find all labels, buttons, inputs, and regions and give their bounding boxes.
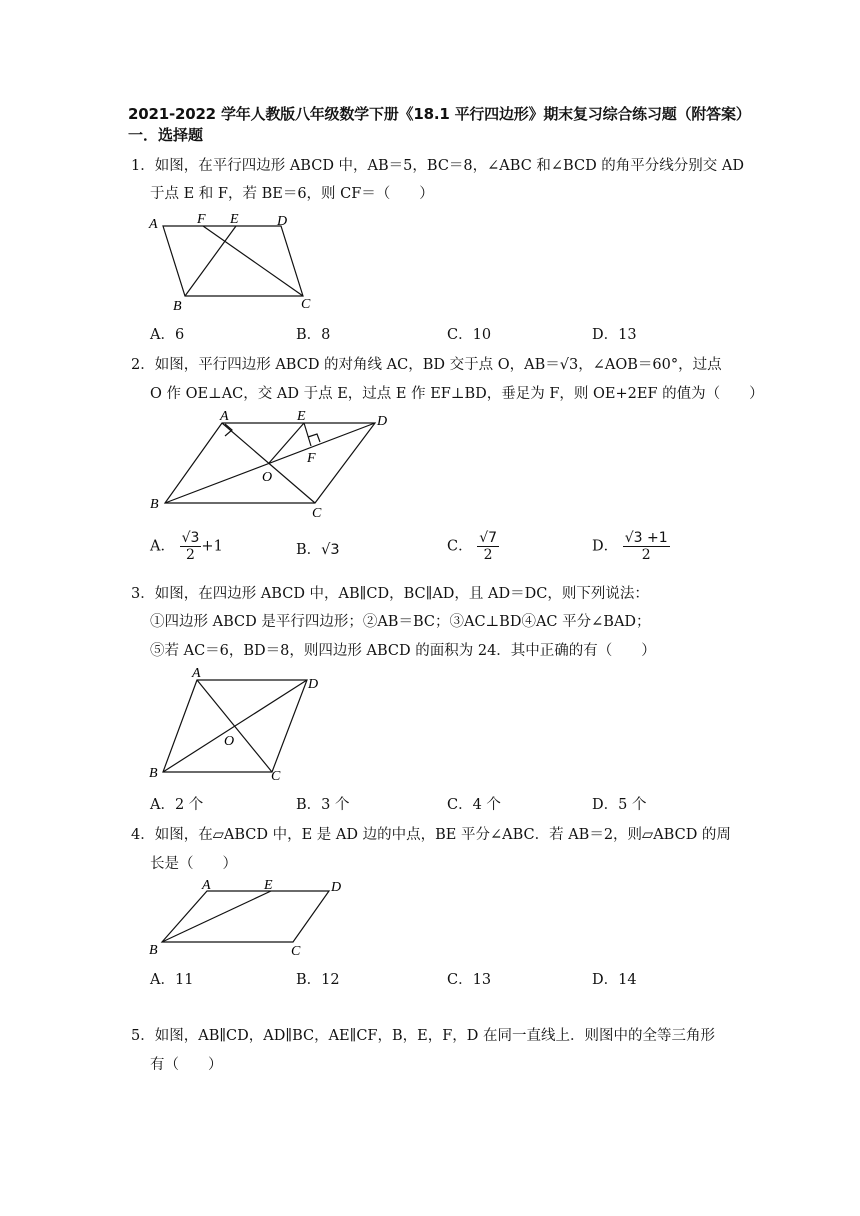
q3-line1: 3．如图，在四边形 ABCD 中，AB∥CD，BC∥AD，且 AD＝DC，则下列说法： bbox=[131, 586, 649, 602]
q2-option-d[interactable] bbox=[592, 530, 670, 563]
q2-diagonal-bd bbox=[165, 423, 375, 503]
q1-option-d[interactable]: D．13 bbox=[592, 327, 637, 343]
q4-option-c[interactable]: C．13 bbox=[447, 972, 492, 988]
q3-label-a: A bbox=[192, 666, 201, 681]
q2-option-c-prefix: C． bbox=[447, 538, 473, 555]
q4-option-b[interactable]: B．12 bbox=[296, 972, 340, 988]
q4-parallelogram bbox=[162, 891, 329, 942]
q2-label-d: D bbox=[377, 414, 388, 429]
q2-line-ef bbox=[304, 423, 311, 446]
q4-label-d: D bbox=[331, 880, 342, 895]
q2-option-d-numerator: √3 +1 bbox=[624, 530, 668, 546]
q2-option-c-denominator: 2 bbox=[483, 547, 493, 563]
q2-option-b[interactable] bbox=[296, 538, 340, 559]
q1-option-a[interactable]: A．6 bbox=[150, 327, 185, 343]
q2-option-c-numerator: √7 bbox=[479, 530, 498, 546]
q4-option-a[interactable]: A．11 bbox=[150, 972, 194, 988]
q2-option-a[interactable] bbox=[150, 530, 223, 563]
q1-label-c: C bbox=[301, 297, 311, 312]
q1-option-c[interactable]: C．10 bbox=[447, 327, 492, 343]
q3-line3: ⑤若 AC＝6，BD＝8，则四边形 ABCD 的面积为 24．其中正确的有（ ） bbox=[150, 643, 656, 659]
q1-label-b: B bbox=[173, 299, 182, 314]
q1-line-be bbox=[185, 226, 236, 296]
q2-figure bbox=[145, 406, 400, 522]
q4-line-be bbox=[162, 891, 271, 942]
q4-label-b: B bbox=[149, 943, 158, 958]
q3-label-b: B bbox=[149, 766, 158, 781]
q2-option-b-value: √3 bbox=[321, 542, 340, 558]
q1-parallelogram bbox=[163, 226, 303, 296]
q2-option-d-denominator: 2 bbox=[641, 547, 651, 563]
q3-option-a[interactable]: A．2 个 bbox=[150, 797, 204, 813]
q3-label-c: C bbox=[271, 769, 281, 784]
q3-label-d: D bbox=[308, 677, 319, 692]
q1-option-b[interactable]: B．8 bbox=[296, 327, 331, 343]
q3-option-b[interactable]: B．3 个 bbox=[296, 797, 350, 813]
q5-line2: 有（ ） bbox=[150, 1057, 223, 1073]
q3-diagonal-bd bbox=[163, 680, 307, 772]
q4-label-a: A bbox=[202, 878, 211, 893]
q1-label-d: D bbox=[277, 214, 288, 229]
q2-option-d-prefix: D． bbox=[592, 538, 619, 555]
q3-option-c[interactable]: C．4 个 bbox=[447, 797, 501, 813]
q3-option-d[interactable]: D．5 个 bbox=[592, 797, 647, 813]
q2-option-a-numerator: √3 bbox=[181, 530, 200, 546]
q2-option-c[interactable] bbox=[447, 530, 499, 563]
q2-label-b: B bbox=[150, 497, 159, 512]
q2-option-a-suffix: +1 bbox=[201, 538, 223, 555]
q2-option-a-denominator: 2 bbox=[186, 547, 195, 563]
q2-label-a: A bbox=[220, 409, 229, 424]
q1-label-f: F bbox=[197, 212, 206, 227]
q2-label-e: E bbox=[297, 409, 306, 424]
q4-line2: 长是（ ） bbox=[150, 856, 237, 872]
q2-option-b-prefix: B． bbox=[296, 542, 322, 558]
q2-option-c-fraction bbox=[477, 530, 499, 563]
q2-label-f: F bbox=[307, 451, 316, 466]
q2-option-a-fraction bbox=[180, 530, 202, 563]
q2-option-d-fraction bbox=[623, 530, 670, 563]
q3-label-o: O bbox=[224, 734, 235, 749]
document-title: 2021-2022 学年人教版八年级数学下册《18.1 平行四边形》期末复习综合练习题（附答案） bbox=[128, 105, 751, 123]
q1-line2: 于点 E 和 F，若 BE＝6，则 CF＝（ ） bbox=[150, 186, 434, 202]
section-heading: 一．选择题 bbox=[128, 126, 204, 144]
q1-figure bbox=[145, 206, 325, 318]
q2-label-o: O bbox=[262, 470, 273, 485]
q1-line-cf bbox=[203, 226, 303, 296]
q2-line2: O 作 OE⊥AC，交 AD 于点 E，过点 E 作 EF⊥BD，垂足为 F，则 OE+2EF 的值为（ ） bbox=[150, 386, 764, 402]
q1-label-e: E bbox=[230, 212, 239, 227]
q2-line1: 2．如图，平行四边形 ABCD 的对角线 AC，BD 交于点 O，AB＝√3，∠AOB＝60°，过点 bbox=[131, 357, 722, 373]
q4-option-d[interactable]: D．14 bbox=[592, 972, 637, 988]
q5-line1: 5．如图，AB∥CD，AD∥BC，AE∥CF，B，E，F，D 在同一直线上．则图中的全等三角形 bbox=[131, 1028, 716, 1044]
q1-label-a: A bbox=[149, 217, 158, 232]
q2-label-c: C bbox=[312, 506, 322, 521]
q2-option-a-prefix: A． bbox=[150, 538, 175, 555]
q3-figure bbox=[145, 664, 335, 786]
q4-line1: 4．如图，在▱ABCD 中，E 是 AD 边的中点，BE 平分∠ABC．若 AB＝2，则▱ABCD 的周 bbox=[131, 827, 731, 843]
q4-figure bbox=[145, 876, 355, 958]
q3-line2: ①四边形 ABCD 是平行四边形；②AB＝BC；③AC⊥BD④AC 平分∠BAD； bbox=[150, 614, 651, 630]
q4-label-e: E bbox=[264, 878, 273, 893]
q1-line1: 1．如图，在平行四边形 ABCD 中，AB＝5，BC＝8，∠ABC 和∠BCD 的角平分线分别交 AD bbox=[131, 158, 745, 174]
q4-label-c: C bbox=[291, 944, 301, 958]
